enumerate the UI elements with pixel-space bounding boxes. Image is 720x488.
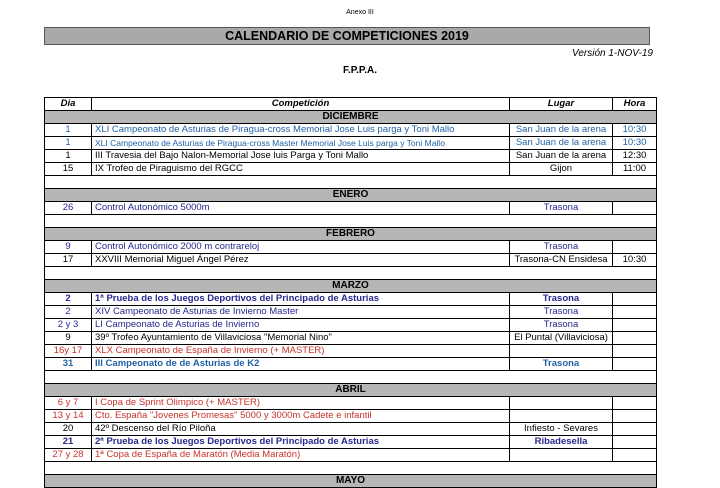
location-cell: Trasona <box>510 202 613 215</box>
time-cell <box>613 397 657 410</box>
location-cell: El Puntal (Villaviciosa) <box>510 332 613 345</box>
month-header-abril <box>45 384 657 397</box>
time-cell: 10:30 <box>613 254 657 267</box>
month-name: ENERO <box>45 189 657 202</box>
month-name: DICIEMBRE <box>45 111 657 124</box>
header-hora: Hora <box>613 98 657 111</box>
document-title: CALENDARIO DE COMPETICIONES 2019 <box>44 27 650 45</box>
competition-cell: XXVIII Memorial Miguel Ángel Pérez <box>92 254 510 267</box>
table-row <box>45 150 657 163</box>
competition-cell: 39º Trofeo Ayuntamiento de Villaviciosa "Memorial Nino" <box>92 332 510 345</box>
location-cell <box>510 449 613 462</box>
annex-label: Anexo III <box>346 9 374 16</box>
table-row <box>45 202 657 215</box>
table-row <box>45 436 657 449</box>
location-cell: Trasona <box>510 319 613 332</box>
competition-cell: Control Autonómico 2000 m contrareloj <box>92 241 510 254</box>
day-cell: 13 y 14 <box>45 410 92 423</box>
competition-cell: 1ª Copa de España de Maratón (Media Maratón) <box>92 449 510 462</box>
month-header-diciembre <box>45 111 657 124</box>
table-row <box>45 397 657 410</box>
competition-cell: XLI Campeonato de Asturias de Piragua-cross Memorial Jose Luis parga y Toni Mallo <box>92 124 510 137</box>
competition-cell: 2ª Prueba de los Juegos Deportivos del Principado de Asturias <box>92 436 510 449</box>
competition-cell: IX Trofeo de Piraguismo del RGCC <box>92 163 510 176</box>
day-cell: 6 y 7 <box>45 397 92 410</box>
table-row <box>45 137 657 150</box>
organization-label: F.P.P.A. <box>342 65 378 76</box>
version-label: Versión 1-NOV-19 <box>572 48 653 59</box>
day-cell: 9 <box>45 332 92 345</box>
table-row <box>45 449 657 462</box>
table-row <box>45 254 657 267</box>
day-cell: 31 <box>45 358 92 371</box>
table-row <box>45 124 657 137</box>
time-cell <box>613 202 657 215</box>
day-cell: 16y 17 <box>45 345 92 358</box>
month-spacer <box>45 267 657 280</box>
day-cell: 26 <box>45 202 92 215</box>
location-cell: Trasona-CN Ensidesa <box>510 254 613 267</box>
day-cell: 9 <box>45 241 92 254</box>
time-cell <box>613 436 657 449</box>
day-cell: 15 <box>45 163 92 176</box>
header-dia: Dia <box>45 98 92 111</box>
day-cell: 20 <box>45 423 92 436</box>
time-cell <box>613 449 657 462</box>
competition-cell: III Travesia del Bajo Nalon-Memorial Jose luis Parga y Toni Mallo <box>92 150 510 163</box>
location-cell: San Juan de la arena <box>510 124 613 137</box>
location-cell: Ribadesella <box>510 436 613 449</box>
time-cell: 11:00 <box>613 163 657 176</box>
competition-cell: Control Autonómico 5000m <box>92 202 510 215</box>
month-name: MARZO <box>45 280 657 293</box>
time-cell <box>613 293 657 306</box>
month-spacer <box>45 176 657 189</box>
time-cell: 12:30 <box>613 150 657 163</box>
table-row <box>45 293 657 306</box>
table-body <box>45 111 657 488</box>
competition-cell: LI Campeonato de Asturias de Invierno <box>92 319 510 332</box>
day-cell: 2 y 3 <box>45 319 92 332</box>
location-cell: Gijon <box>510 163 613 176</box>
location-cell <box>510 345 613 358</box>
table-row <box>45 410 657 423</box>
day-cell: 1 <box>45 137 92 150</box>
table-header-row <box>45 98 657 111</box>
time-cell: 10:30 <box>613 137 657 150</box>
competition-cell: 42º Descenso del Río Piloña <box>92 423 510 436</box>
month-header-marzo <box>45 280 657 293</box>
time-cell <box>613 358 657 371</box>
time-cell <box>613 345 657 358</box>
location-cell: Trasona <box>510 306 613 319</box>
competition-cell: XLI Campeonato de Asturias de Piragua-cross Master Memorial Jose Luis parga y Toni Mallo <box>92 137 510 150</box>
time-cell <box>613 410 657 423</box>
table-row <box>45 345 657 358</box>
time-cell <box>613 306 657 319</box>
month-spacer <box>45 371 657 384</box>
time-cell <box>613 241 657 254</box>
month-header-enero <box>45 189 657 202</box>
competition-calendar-table <box>44 97 657 488</box>
competition-cell: III Campeonato de de Asturias de K2 <box>92 358 510 371</box>
table-row <box>45 241 657 254</box>
competition-cell: XLX Campeonato de España de Invierno (+ MASTER) <box>92 345 510 358</box>
day-cell: 2 <box>45 293 92 306</box>
location-cell <box>510 397 613 410</box>
table-row <box>45 319 657 332</box>
competition-cell: Cto. España "Jovenes Promesas" 5000 y 3000m Cadete e infantil <box>92 410 510 423</box>
table-row <box>45 332 657 345</box>
day-cell: 2 <box>45 306 92 319</box>
location-cell: Trasona <box>510 358 613 371</box>
location-cell <box>510 410 613 423</box>
day-cell: 17 <box>45 254 92 267</box>
month-header-febrero <box>45 228 657 241</box>
location-cell: San Juan de la arena <box>510 150 613 163</box>
time-cell <box>613 423 657 436</box>
time-cell <box>613 319 657 332</box>
competition-cell: XIV Campeonato de Asturias de Invierno Master <box>92 306 510 319</box>
month-name: MAYO <box>45 475 657 488</box>
header-competicion: Competición <box>92 98 510 111</box>
table-row <box>45 358 657 371</box>
location-cell: Trasona <box>510 241 613 254</box>
month-spacer <box>45 462 657 475</box>
day-cell: 21 <box>45 436 92 449</box>
table-row <box>45 163 657 176</box>
time-cell: 10:30 <box>613 124 657 137</box>
day-cell: 27 y 28 <box>45 449 92 462</box>
header-lugar: Lugar <box>510 98 613 111</box>
competition-cell: 1ª Prueba de los Juegos Deportivos del Principado de Asturias <box>92 293 510 306</box>
month-spacer <box>45 215 657 228</box>
table-row <box>45 306 657 319</box>
location-cell: Infiesto - Sevares <box>510 423 613 436</box>
day-cell: 1 <box>45 124 92 137</box>
location-cell: Trasona <box>510 293 613 306</box>
day-cell: 1 <box>45 150 92 163</box>
month-name: FEBRERO <box>45 228 657 241</box>
location-cell: San Juan de la arena <box>510 137 613 150</box>
month-name: ABRIL <box>45 384 657 397</box>
table-row <box>45 423 657 436</box>
competition-cell: I Copa de Sprint Olimpico (+ MASTER) <box>92 397 510 410</box>
time-cell <box>613 332 657 345</box>
month-header-mayo <box>45 475 657 488</box>
